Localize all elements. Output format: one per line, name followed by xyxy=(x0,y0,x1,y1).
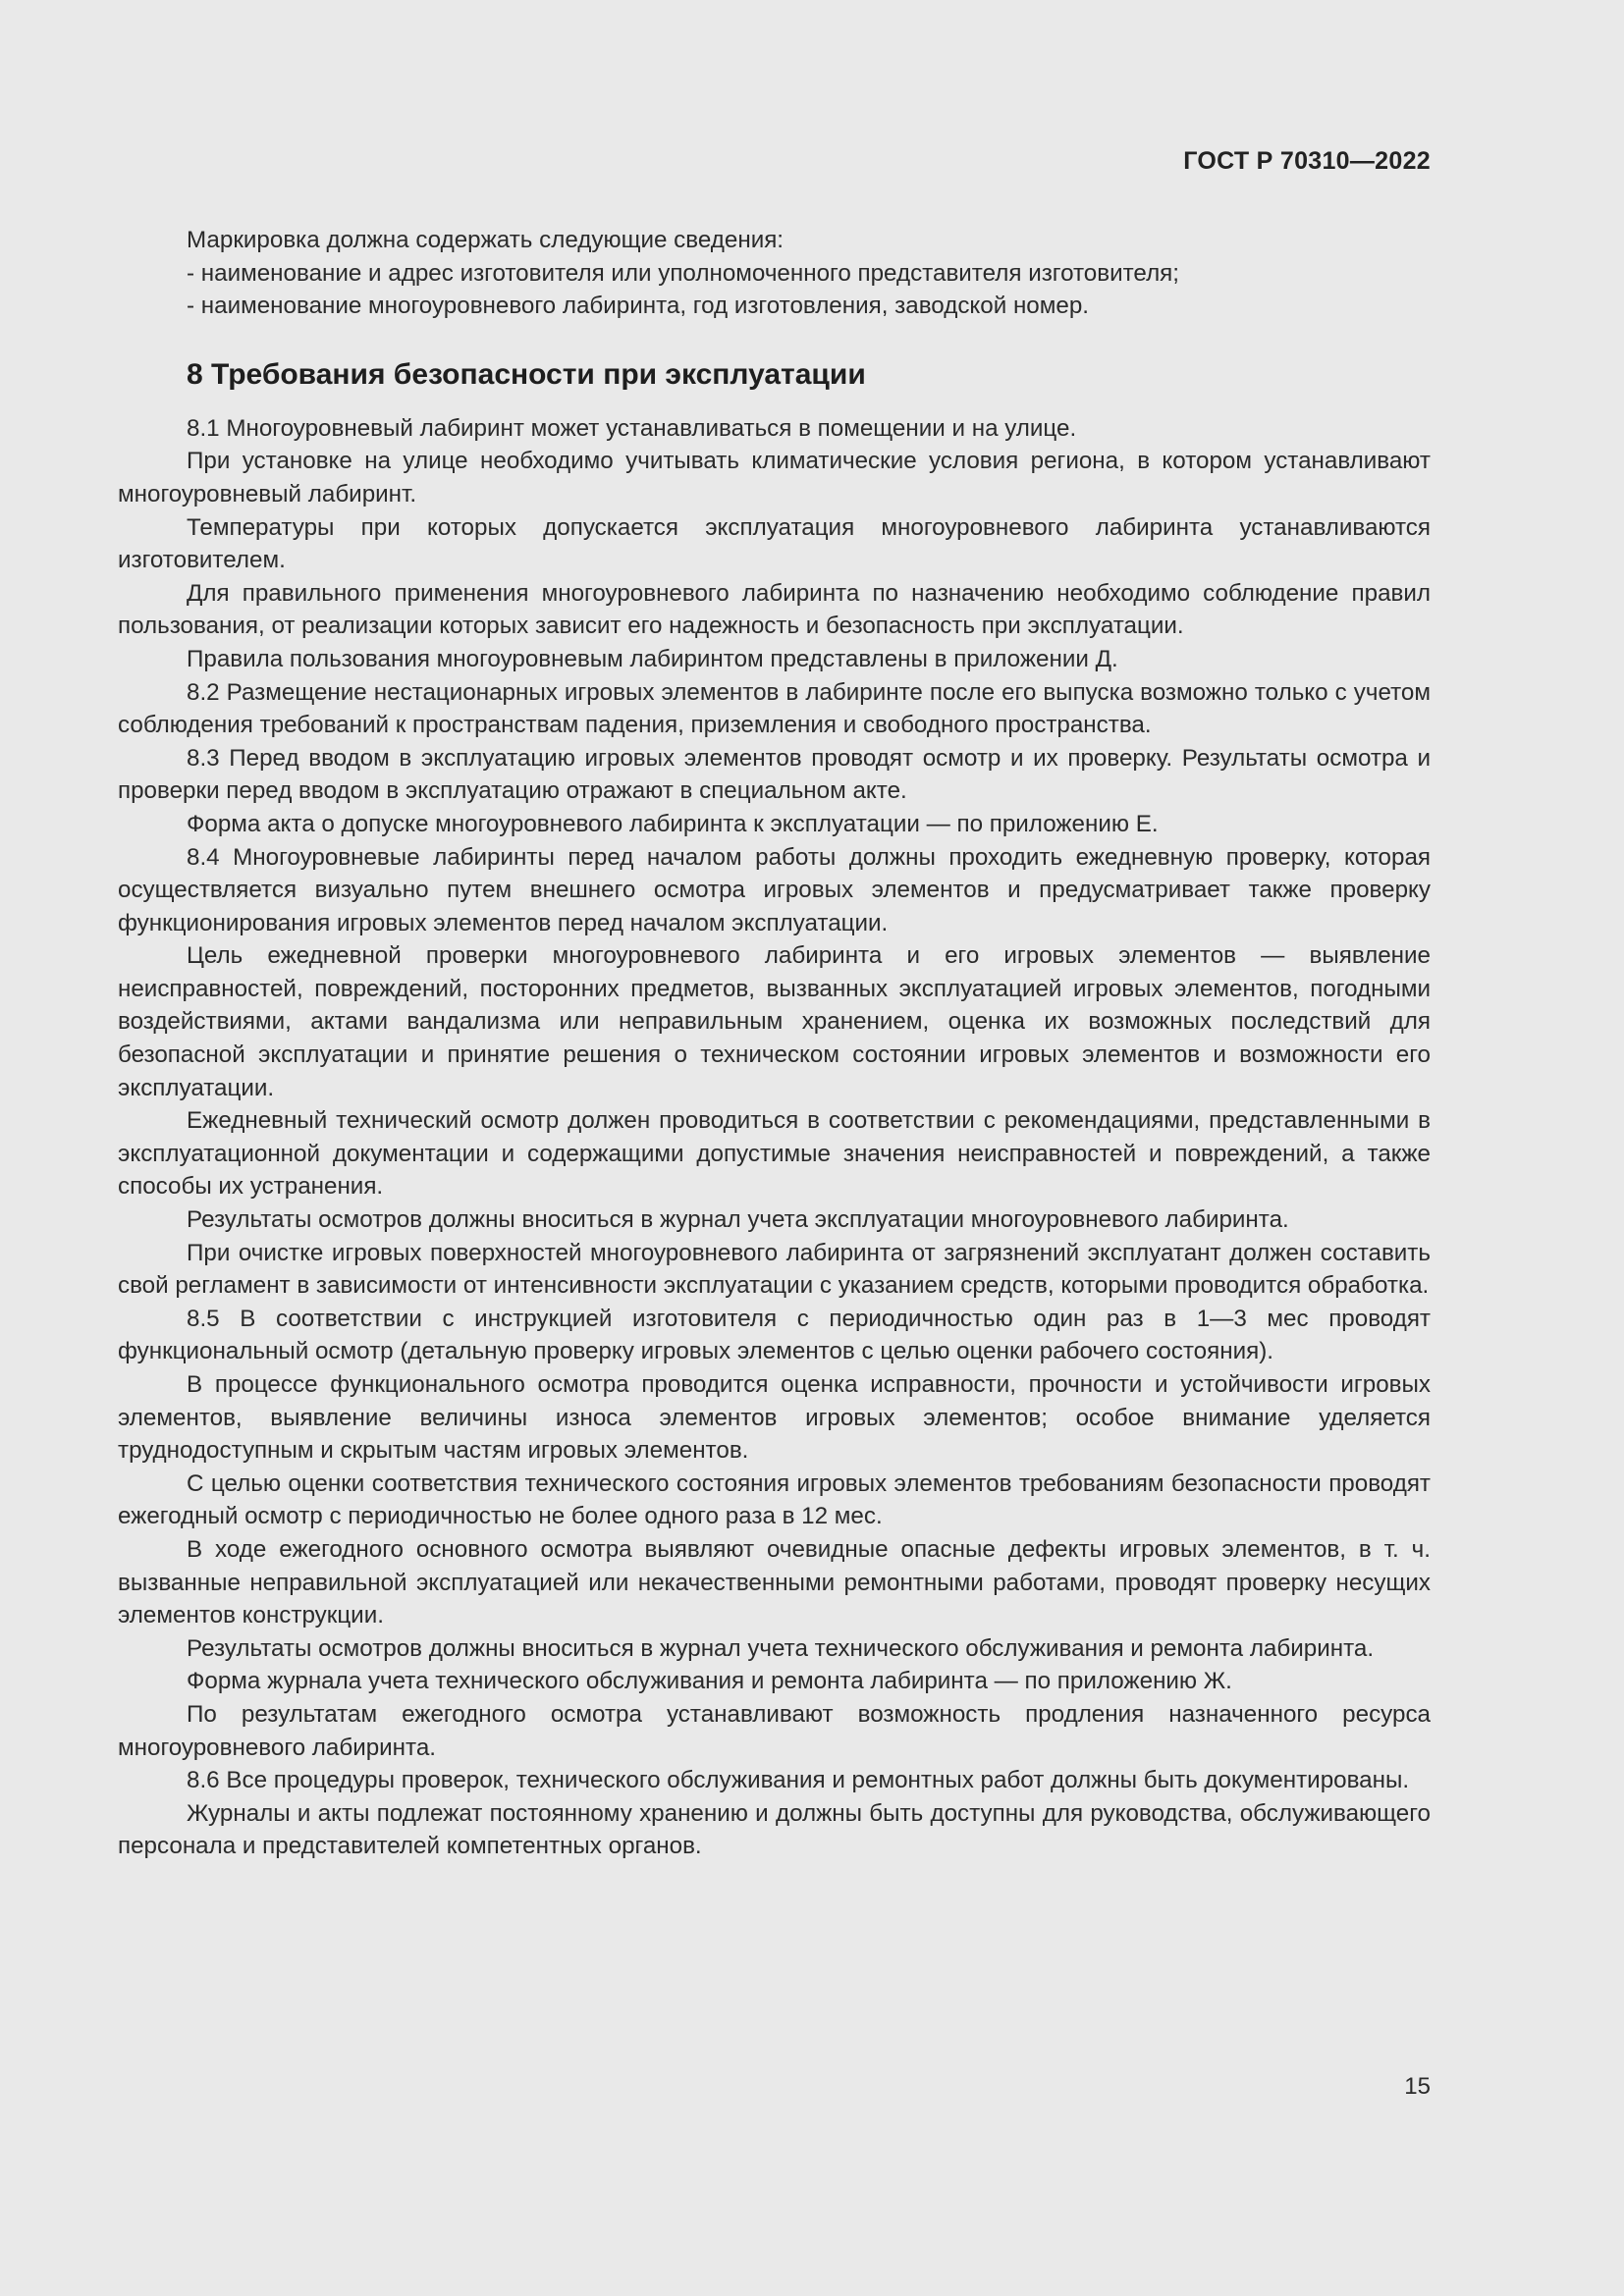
marking-intro: Маркировка должна содержать следующие сведения: xyxy=(187,227,785,253)
paragraph: 8.1 Многоуровневый лабиринт может устанавливаться в помещении и на улице. xyxy=(187,414,1077,442)
paragraph: Форма акта о допуске многоуровневого лабиринта к эксплуатации — по приложению Е. xyxy=(187,810,1159,837)
page-number: 15 xyxy=(1404,2073,1431,2100)
paragraph: Ежедневный технический осмотр должен проводиться в соответствии с рекомендациями, представленными в эксплуатационной документации и содержащими допустимые значения неисправностей и повреждений, а также способы их устранения. xyxy=(118,1107,1431,1201)
paragraph: 8.5 В соответствии с инструкцией изготовителя с периодичностью один раз в 1—3 мес проводят функциональный осмотр (детальную проверку игровых элементов с целью оценки рабочего состояния). xyxy=(118,1305,1431,1365)
paragraph: Цель ежедневной проверки многоуровневого лабиринта и его игровых элементов — выявление неисправностей, повреждений, посторонних предметов, вызванных эксплуатацией игровых элементов, погодными воздействиями, актами вандализма или неправильным хранением, оценка их возможных последствий для безопасной эксплуатации и принятие решения о техническом состоянии игровых элементов и возможности его эксплуатации. xyxy=(118,942,1431,1101)
paragraph: 8.3 Перед вводом в эксплуатацию игровых элементов проводят осмотр и их проверку. Результаты осмотра и проверки перед вводом в эксплуатацию отражают в специальном акте. xyxy=(118,744,1431,805)
paragraph: 8.6 Все процедуры проверок, технического обслуживания и ремонтных работ должны быть документированы. xyxy=(187,1767,1410,1794)
paragraph: Для правильного применения многоуровневого лабиринта по назначению необходимо соблюдение правил пользования, от реализации которых зависит его надежность и безопасность при эксплуатации. xyxy=(118,579,1431,640)
paragraph: По результатам ежегодного осмотра устанавливают возможность продления назначенного ресурса многоуровневого лабиринта. xyxy=(118,1700,1431,1761)
paragraph: 8.2 Размещение нестационарных игровых элементов в лабиринте после его выпуска возможно только с учетом соблюдения требований к пространствам падения, приземления и свободного пространства. xyxy=(118,678,1431,739)
paragraph: Журналы и акты подлежат постоянному хранению и должны быть доступны для руководства, обслуживающего персонала и представителей компетентных органов. xyxy=(118,1799,1431,1860)
paragraph: При установке на улице необходимо учитывать климатические условия региона, в котором устанавливают многоуровневый лабиринт. xyxy=(118,448,1431,507)
paragraph: Форма журнала учета технического обслуживания и ремонта лабиринта — по приложению Ж. xyxy=(187,1668,1232,1695)
paragraph: 8.4 Многоуровневые лабиринты перед началом работы должны проходить ежедневную проверку, которая осуществляется визуально путем внешнего осмотра игровых элементов и предусматривает также проверку функционирования игровых элементов перед началом эксплуатации. xyxy=(118,843,1431,936)
page-content xyxy=(118,224,1431,1863)
marking-item: - наименование и адрес изготовителя или уполномоченного представителя изготовителя; xyxy=(187,259,1180,287)
section-heading: 8 Требования безопасности при эксплуатации xyxy=(187,357,866,391)
paragraph: При очистке игровых поверхностей многоуровневого лабиринта от загрязнений эксплуатант должен составить свой регламент в зависимости от интенсивности эксплуатации с указанием средств, которыми проводится обработка. xyxy=(118,1239,1431,1300)
paragraph: Температуры при которых допускается эксплуатация многоуровневого лабиринта устанавливаются изготовителем. xyxy=(118,513,1431,574)
marking-item: - наименование многоуровневого лабиринта, год изготовления, заводской номер. xyxy=(187,293,1090,320)
paragraph: Результаты осмотров должны вноситься в журнал учета технического обслуживания и ремонта лабиринта. xyxy=(187,1634,1375,1662)
paragraph: В ходе ежегодного основного осмотра выявляют очевидные опасные дефекты игровых элементов, в т. ч. вызванные неправильной эксплуатацией или некачественными ремонтными работами, проводят проверку несущих элементов конструкции. xyxy=(118,1535,1431,1629)
paragraph: В процессе функционального осмотра проводится оценка исправности, прочности и устойчивости игровых элементов, выявление величины износа элементов игровых элементов; особое внимание уделяется труднодоступным и скрытым частям игровых элементов. xyxy=(118,1371,1431,1465)
paragraph: С целью оценки соответствия технического состояния игровых элементов требованиям безопасности проводят ежегодный осмотр с периодичностью не более одного раза в 12 мес. xyxy=(118,1469,1431,1530)
paragraph: Правила пользования многоуровневым лабиринтом представлены в приложении Д. xyxy=(187,645,1118,672)
paragraph: Результаты осмотров должны вноситься в журнал учета эксплуатации многоуровневого лабиринта. xyxy=(187,1206,1289,1234)
document-code: ГОСТ Р 70310—2022 xyxy=(1183,147,1431,175)
